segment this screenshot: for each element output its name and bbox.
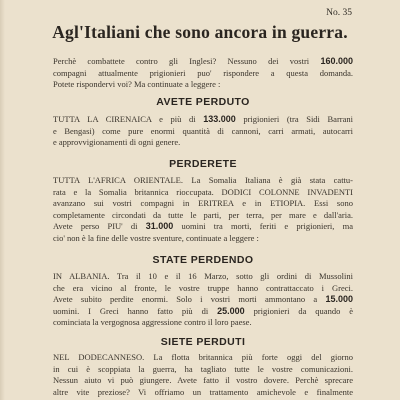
- text-line: cio' non è la fine delle vostre sventure, continuate a leggere :: [53, 232, 259, 243]
- text-line: TUTTA LA CIRENAICA e più di 133.000 prigionieri (tra Sidi Barrani: [53, 114, 353, 124]
- figure-number: 25.000: [217, 305, 245, 316]
- text-line: IN ALBANIA. Tra il 10 e il 16 Marzo, sotto gli ordini di Mussolini: [53, 271, 353, 281]
- section-heading: AVETE PERDUTO: [156, 96, 250, 108]
- section-heading: PERDERETE: [169, 158, 237, 170]
- figure-number: 31.000: [145, 221, 174, 232]
- text-line: e Bengasi) come pure enormi quantità di cannoni, carri armati, autocarri: [53, 125, 353, 136]
- leaflet-number: No. 35: [326, 8, 352, 18]
- text-line: Avete perso PIU' di 31.000 uomini tra morti, feriti e prigionieri, ma: [53, 221, 353, 232]
- figure-number: 133.000: [203, 114, 236, 124]
- text-line: rata e la Somalia britannica rioccupata. DODICI COLONNE INVADENTI: [53, 186, 353, 197]
- section-heading: SIETE PERDUTI: [160, 336, 246, 348]
- section-paragraph: [53, 352, 353, 398]
- text-line: NEL DODECANNESO. La flotta britannica più forte oggi del giorno: [53, 352, 353, 362]
- text-line: Avete subito perdite enormi. Solo i vostri morti ammontano a 15.000: [53, 294, 353, 305]
- intro-paragraph: [53, 56, 353, 91]
- section-heading: STATE PERDENDO: [152, 254, 254, 266]
- text-line: in cui è scoppiata la guerra, ha tagliato tutte le vostre comunicazioni.: [53, 363, 353, 374]
- text-line: completamente circondati da tutte le parti, per terra, per mare e dall'aria.: [53, 209, 353, 220]
- figure-number: 160.000: [320, 56, 353, 66]
- text-line: altre vite preziose? Vi offriamo un trattamento amichevole e finalmente: [53, 386, 353, 397]
- leaflet-title: Agl'Italiani che sono ancora in guerra.: [52, 22, 348, 42]
- text-line: TUTTA L'AFRICA ORIENTALE. La Somalia Italiana è già stata cattu-: [53, 175, 353, 185]
- text-line: compagni attualmente prigionieri puo' rispondere a questa domanda.: [53, 67, 353, 78]
- text-line: uomini. I Greci hanno fatto più di 25.000 prigionieri da quando è: [53, 305, 353, 316]
- text-line: che era vicino al fronte, le vostre truppe hanno contrattaccato i Greci.: [53, 282, 353, 293]
- text-line: cominciata la vergognosa aggressione contro il loro paese.: [53, 317, 252, 328]
- section-paragraph: [53, 175, 353, 245]
- text-line: Nessun aiuto vi può giungere. Avete fatto il vostro dovere. Perchè sprecare: [53, 375, 353, 386]
- figure-number: 15.000: [325, 294, 353, 305]
- section-paragraph: [53, 271, 353, 329]
- section-paragraph: [53, 114, 353, 149]
- text-line: Potete rispondervi voi? Ma continuate a leggere :: [53, 79, 221, 90]
- text-line: Perchè combattete contro gli Inglesi? Nessuno dei vostri 160.000: [53, 56, 353, 66]
- text-line: e approvvigionamenti di ogni genere.: [53, 137, 181, 148]
- text-line: avanzano sui vostri compagni in ERITREA e in ETIOPIA. Essi sono: [53, 198, 353, 209]
